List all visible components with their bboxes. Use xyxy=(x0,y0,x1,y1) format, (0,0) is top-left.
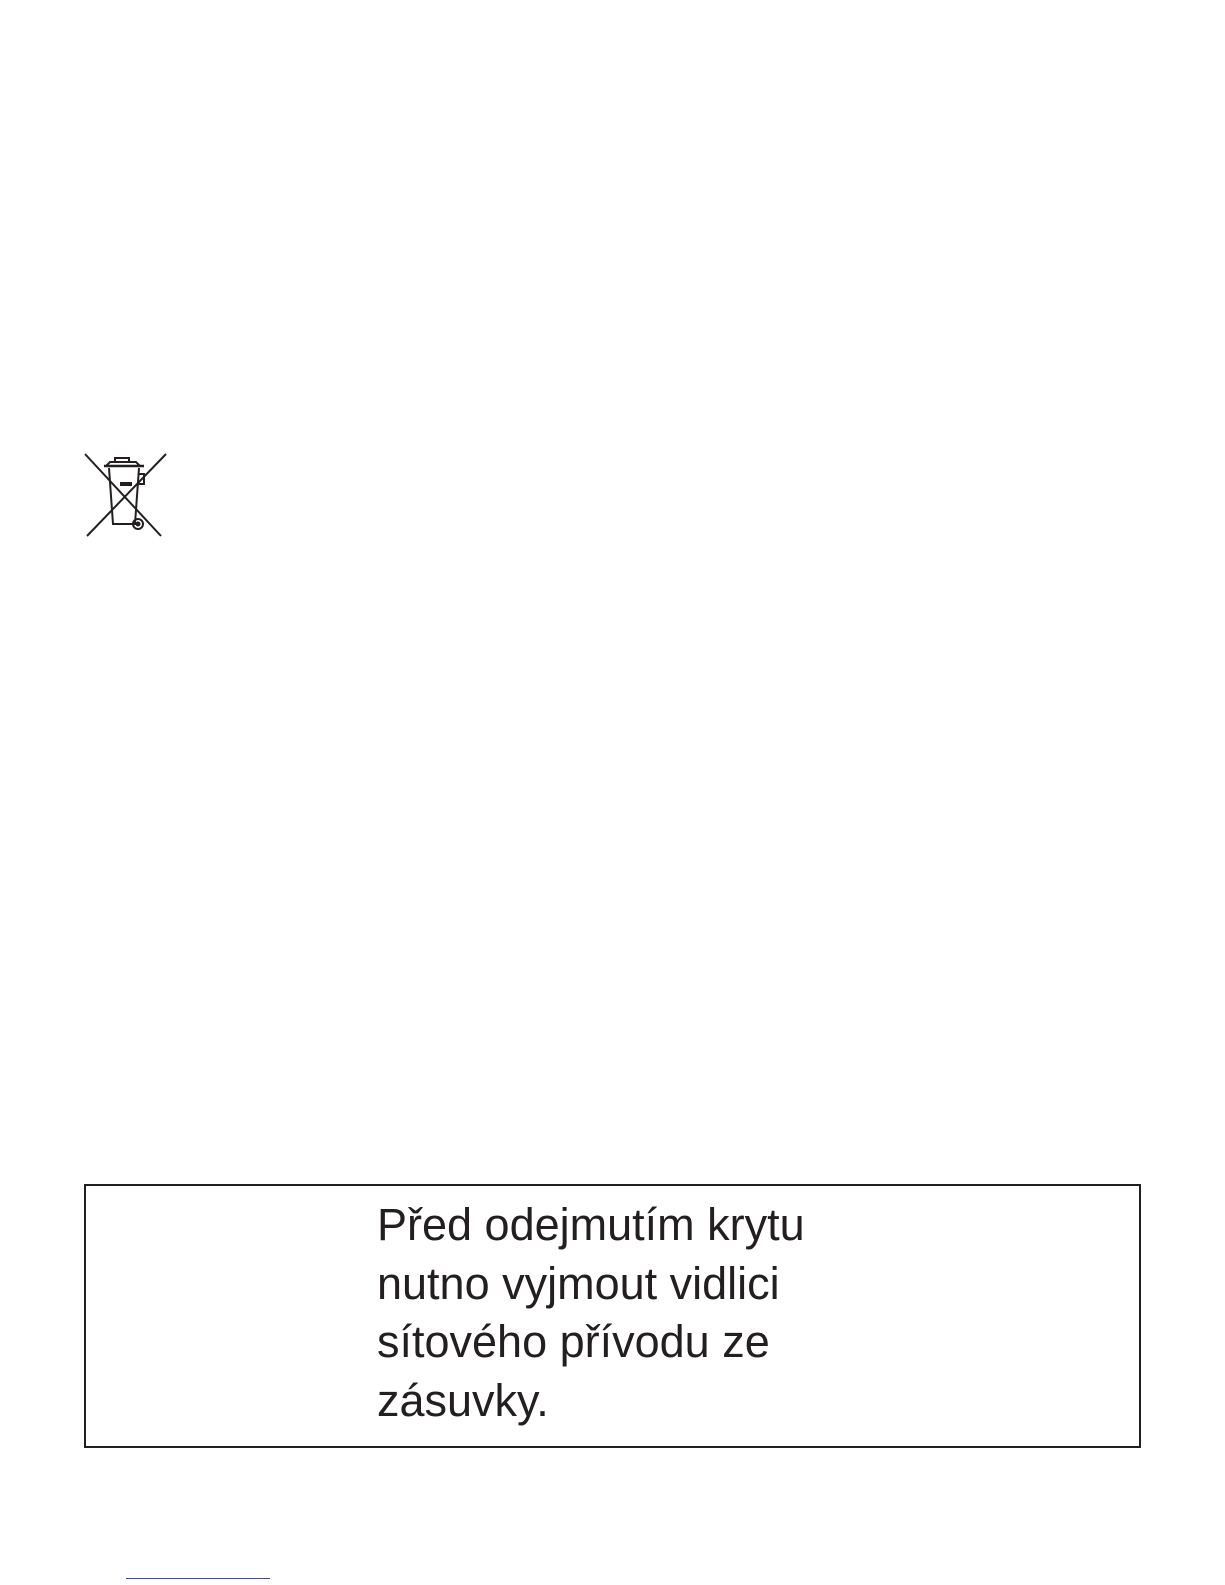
warning-line-1: Před odejmutím krytu xyxy=(377,1199,805,1250)
warning-line-2: nutno vyjmout vidlici xyxy=(377,1257,780,1309)
warning-box xyxy=(84,1184,1141,1448)
warning-line-3: sítového přívodu ze xyxy=(377,1316,770,1367)
crossed-out-wheelie-bin-icon xyxy=(82,452,168,538)
warning-text xyxy=(377,1196,805,1430)
warning-line-4: zásuvky. xyxy=(377,1374,549,1426)
footer-rule xyxy=(126,1578,270,1579)
